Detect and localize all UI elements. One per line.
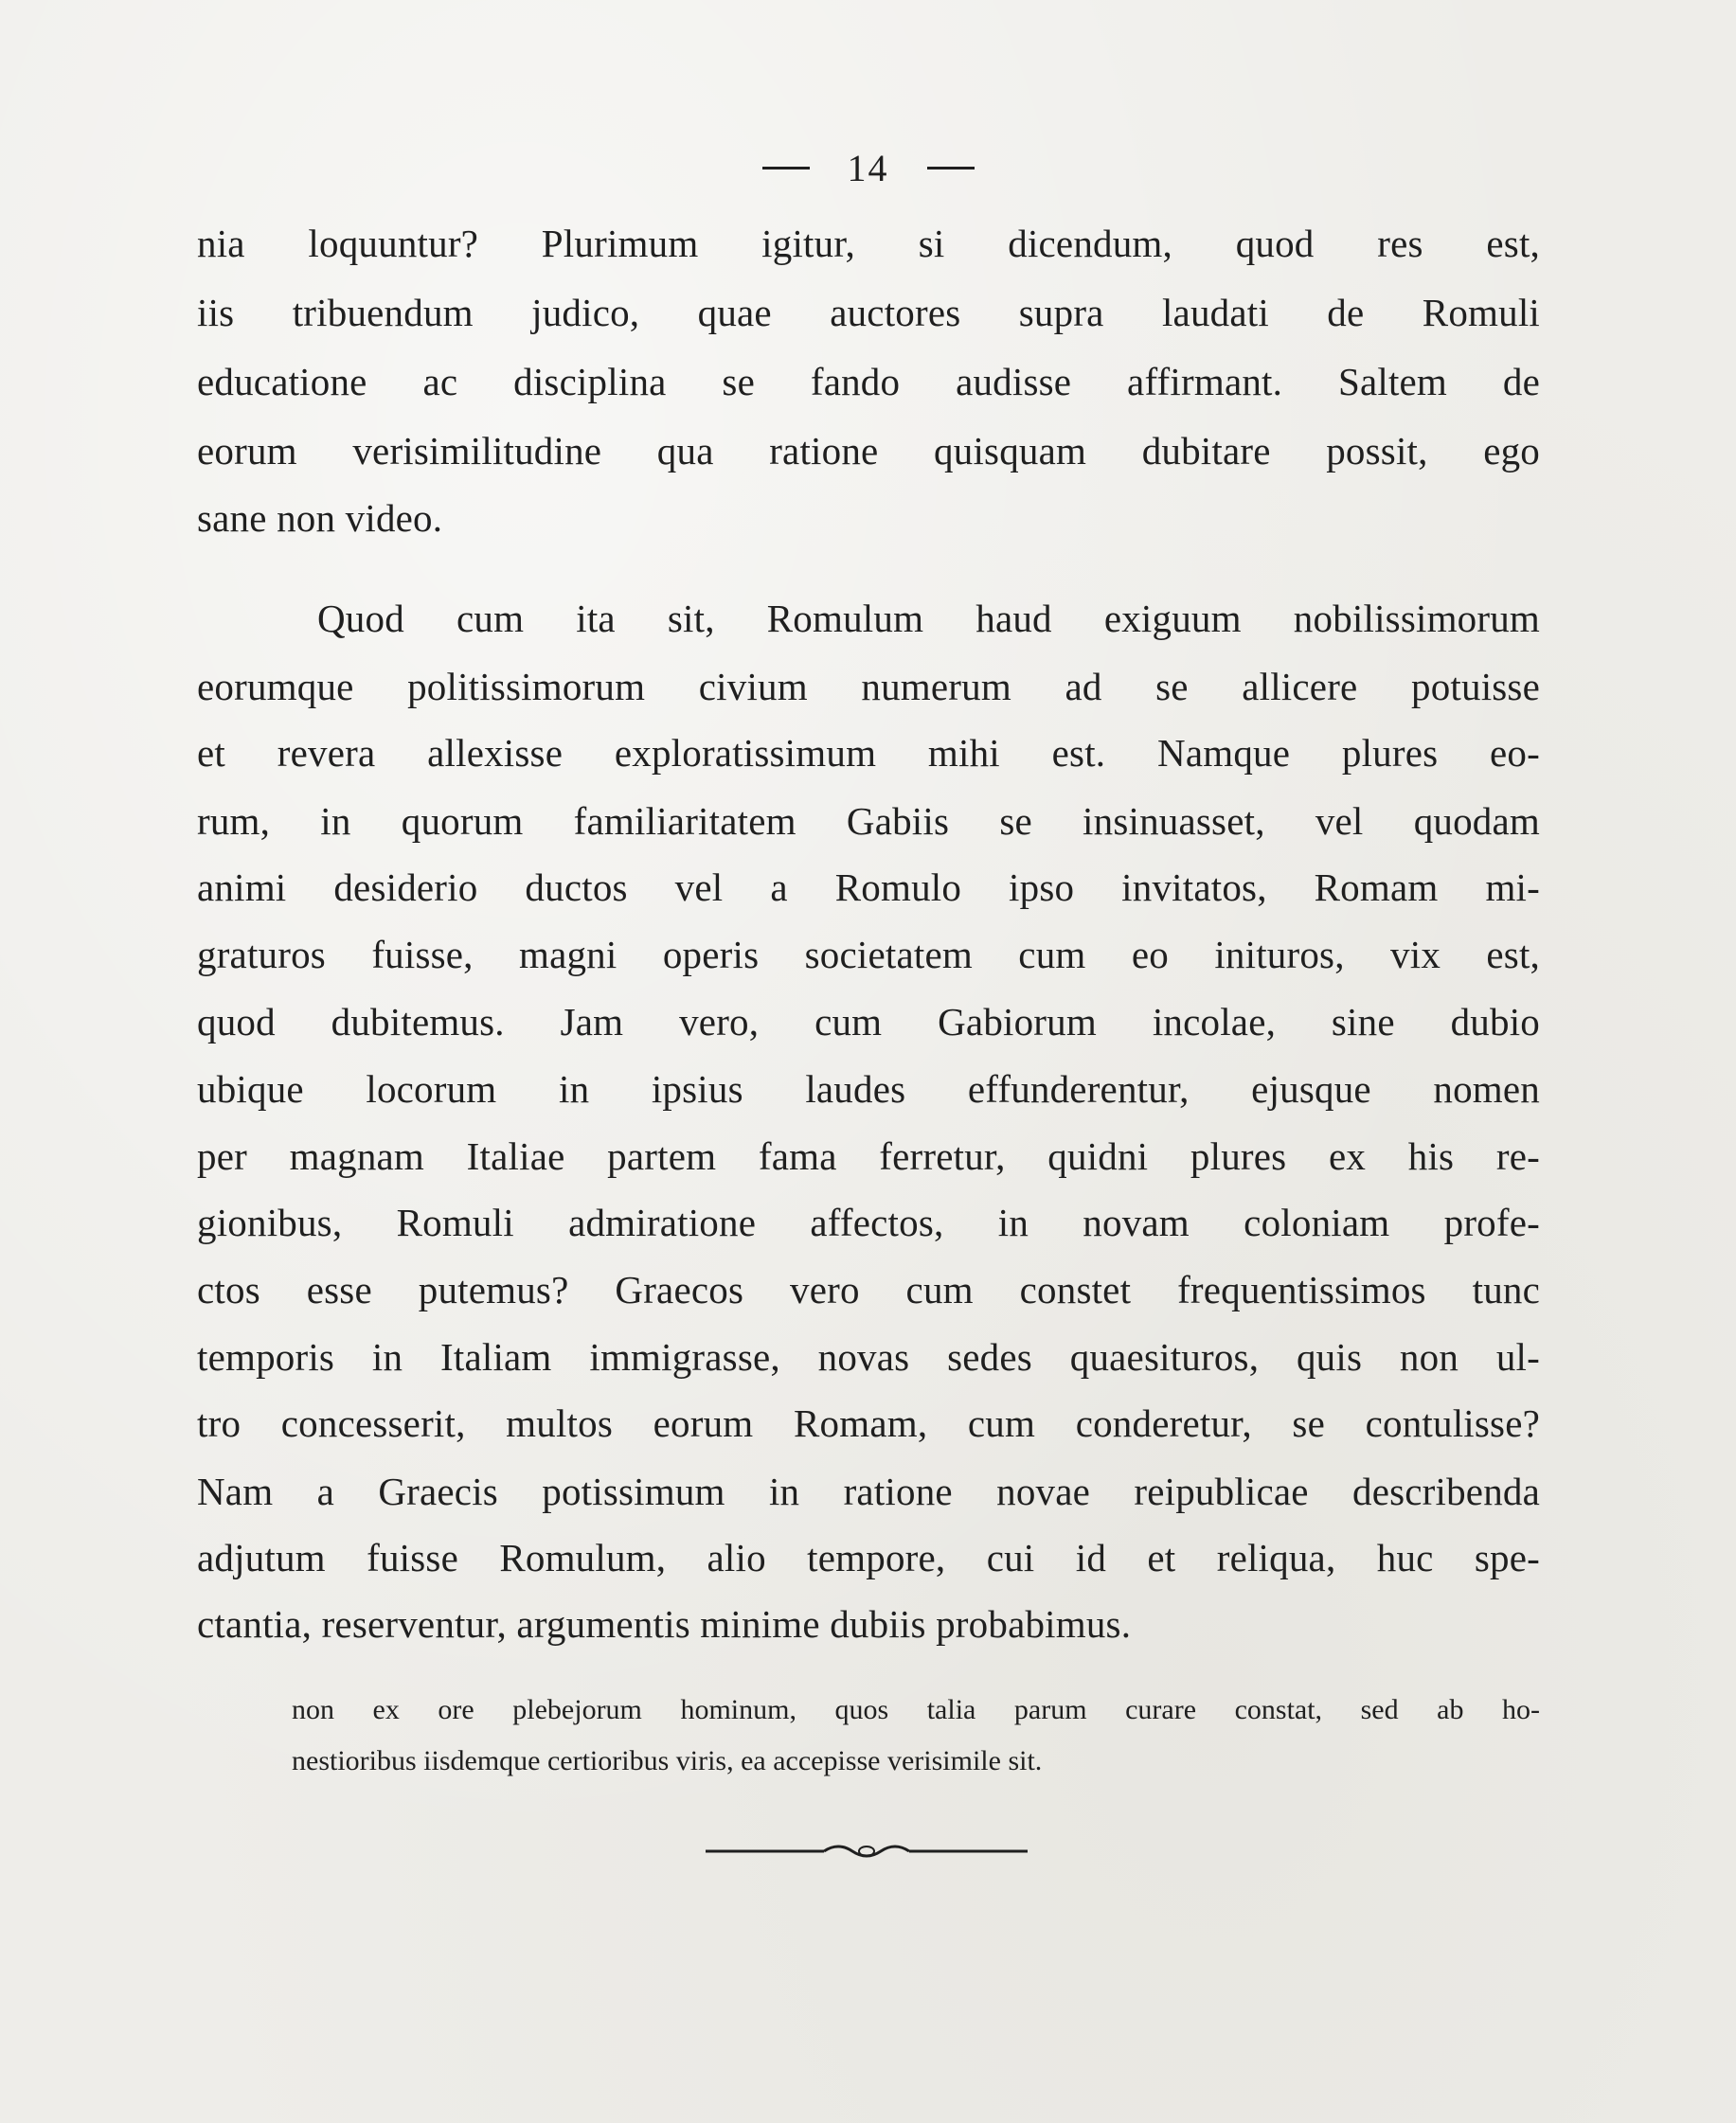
- body-line: sane non video.: [197, 496, 443, 540]
- page-header: [0, 142, 1736, 190]
- footnote-line: nestioribus iisdemque certioribus viris, ea accepisse verisimile sit.: [292, 1745, 1043, 1776]
- body-line: ctos esse putemus? Graecos vero cum constet frequentissimos tunc: [197, 1268, 1540, 1311]
- body-line: ctantia, reserventur, argumentis minime dubiis probabimus.: [197, 1602, 1132, 1646]
- body-line: animi desiderio ductos vel a Romulo ipso invitatos, Romam mi-: [197, 865, 1540, 909]
- body-line: quod dubitemus. Jam vero, cum Gabiorum incolae, sine dubio: [197, 1000, 1540, 1044]
- body-line: educatione ac disciplina se fando audisse affirmant. Saltem de: [197, 360, 1540, 403]
- body-line: Quod cum ita sit, Romulum haud exiguum nobilissimorum: [317, 597, 1540, 640]
- body-line: temporis in Italiam immigrasse, novas sedes quaesituros, quis non ul-: [197, 1335, 1540, 1379]
- body-line: nia loquuntur? Plurimum igitur, si dicendum, quod res est,: [197, 222, 1540, 265]
- body-line: iis tribuendum judico, quae auctores supra laudati de Romuli: [197, 291, 1540, 334]
- body-line: per magnam Italiae partem fama ferretur, quidni plures ex his re-: [197, 1134, 1540, 1178]
- header-dash-left: [762, 167, 810, 169]
- header-dash-right: [927, 167, 975, 169]
- body-line: gionibus, Romuli admiratione affectos, in novam coloniam profe-: [197, 1201, 1540, 1244]
- body-line: et revera allexisse exploratissimum mihi est. Namque plures eo-: [197, 731, 1540, 775]
- body-line: ubique locorum in ipsius laudes effunderentur, ejusque nomen: [197, 1067, 1540, 1111]
- body-line: eorum verisimilitudine qua ratione quisquam dubitare possit, ego: [197, 429, 1540, 473]
- body-line: adjutum fuisse Romulum, alio tempore, cui id et reliqua, huc spe-: [197, 1536, 1540, 1579]
- ornament-rule-icon: [706, 1837, 1028, 1865]
- page-number: 14: [847, 147, 889, 190]
- body-line: Nam a Graecis potissimum in ratione novae reipublicae describenda: [197, 1470, 1540, 1513]
- body-line: rum, in quorum familiaritatem Gabiis se insinuasset, vel quodam: [197, 799, 1540, 843]
- body-line: tro concesserit, multos eorum Romam, cum conderetur, se contulisse?: [197, 1401, 1540, 1445]
- footnote-line: non ex ore plebejorum hominum, quos talia parum curare constat, sed ab ho-: [292, 1694, 1540, 1725]
- body-line: graturos fuisse, magni operis societatem cum eo inituros, vix est,: [197, 933, 1540, 976]
- body-line: eorumque politissimorum civium numerum ad se allicere potuisse: [197, 665, 1540, 708]
